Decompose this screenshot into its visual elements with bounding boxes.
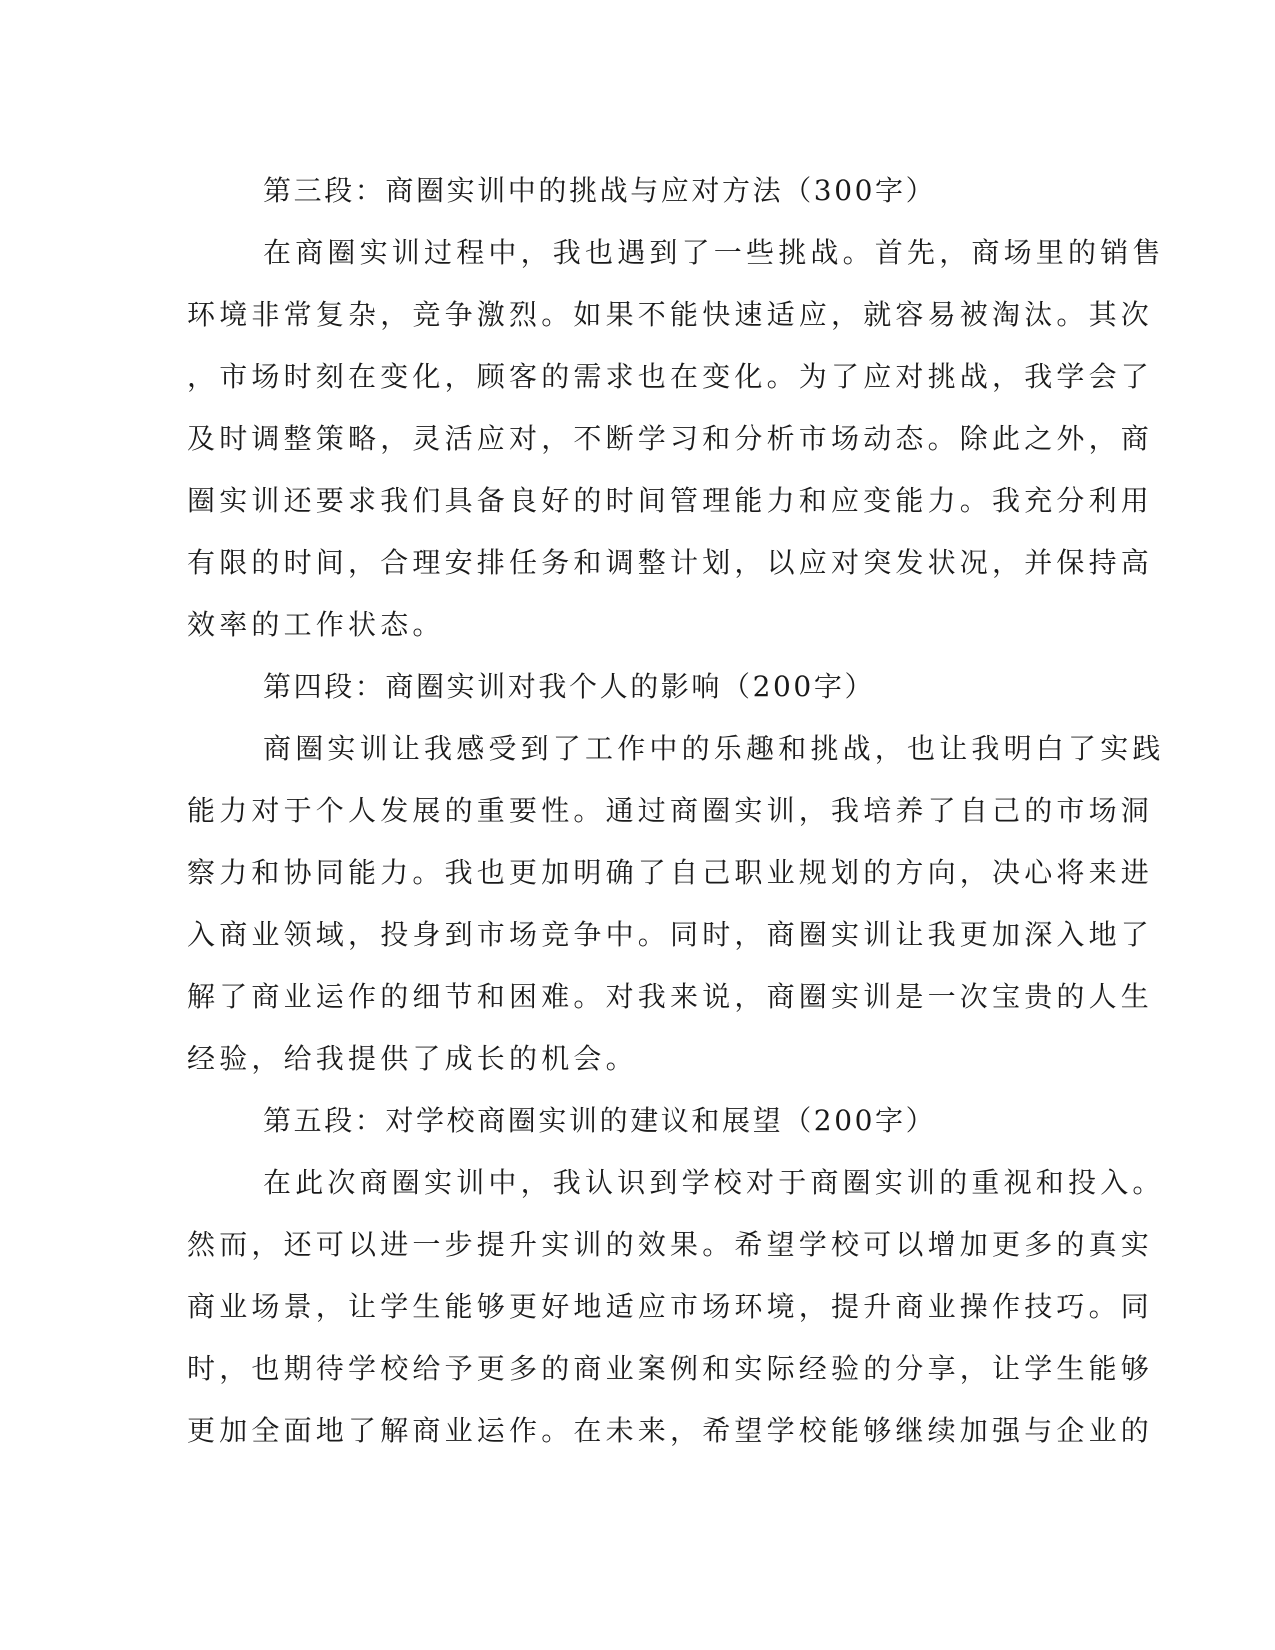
paragraph-line: 效率的工作状态。 xyxy=(187,608,445,641)
paragraph xyxy=(187,222,1165,656)
paragraph-line: 能力对于个人发展的重要性。通过商圈实训，我培养了自己的市场洞 xyxy=(187,794,1154,827)
paragraph-line: ，市场时刻在变化，顾客的需求也在变化。为了应对挑战，我学会了 xyxy=(187,360,1154,393)
section-heading: 第四段：商圈实训对我个人的影响（200字） xyxy=(263,670,876,703)
paragraph-line: 时，也期待学校给予更多的商业案例和实际经验的分享，让学生能够 xyxy=(187,1352,1154,1385)
paragraph xyxy=(187,1152,1165,1462)
paragraph-line: 有限的时间，合理安排任务和调整计划，以应对突发状况，并保持高 xyxy=(187,546,1154,579)
paragraph-line: 察力和协同能力。我也更加明确了自己职业规划的方向，决心将来进 xyxy=(187,856,1154,889)
paragraph-line: 及时调整策略，灵活应对，不断学习和分析市场动态。除此之外，商 xyxy=(187,422,1154,455)
paragraph-line: 更加全面地了解商业运作。在未来，希望学校能够继续加强与企业的 xyxy=(187,1414,1154,1447)
paragraph-line: 解了商业运作的细节和困难。对我来说，商圈实训是一次宝贵的人生 xyxy=(187,980,1154,1013)
paragraph-line: 入商业领域，投身到市场竞争中。同时，商圈实训让我更加深入地了 xyxy=(187,918,1154,951)
paragraph-line: 商业场景，让学生能够更好地适应市场环境，提升商业操作技巧。同 xyxy=(187,1290,1154,1323)
paragraph-line: 圈实训还要求我们具备良好的时间管理能力和应变能力。我充分利用 xyxy=(187,484,1154,517)
paragraph-line: 环境非常复杂，竞争激烈。如果不能快速适应，就容易被淘汰。其次 xyxy=(187,298,1154,331)
paragraph-line: 在此次商圈实训中，我认识到学校对于商圈实训的重视和投入。 xyxy=(263,1166,1165,1199)
paragraph-line: 然而，还可以进一步提升实训的效果。希望学校可以增加更多的真实 xyxy=(187,1228,1154,1261)
section-heading: 第三段：商圈实训中的挑战与应对方法（300字） xyxy=(263,174,937,207)
paragraph xyxy=(187,718,1165,1090)
document-body xyxy=(187,160,1165,1462)
paragraph-line: 商圈实训让我感受到了工作中的乐趣和挑战，也让我明白了实践 xyxy=(263,732,1165,765)
paragraph-line: 经验，给我提供了成长的机会。 xyxy=(187,1042,638,1075)
section-heading: 第五段：对学校商圈实训的建议和展望（200字） xyxy=(263,1104,937,1137)
paragraph-line: 在商圈实训过程中，我也遇到了一些挑战。首先，商场里的销售 xyxy=(263,236,1165,269)
